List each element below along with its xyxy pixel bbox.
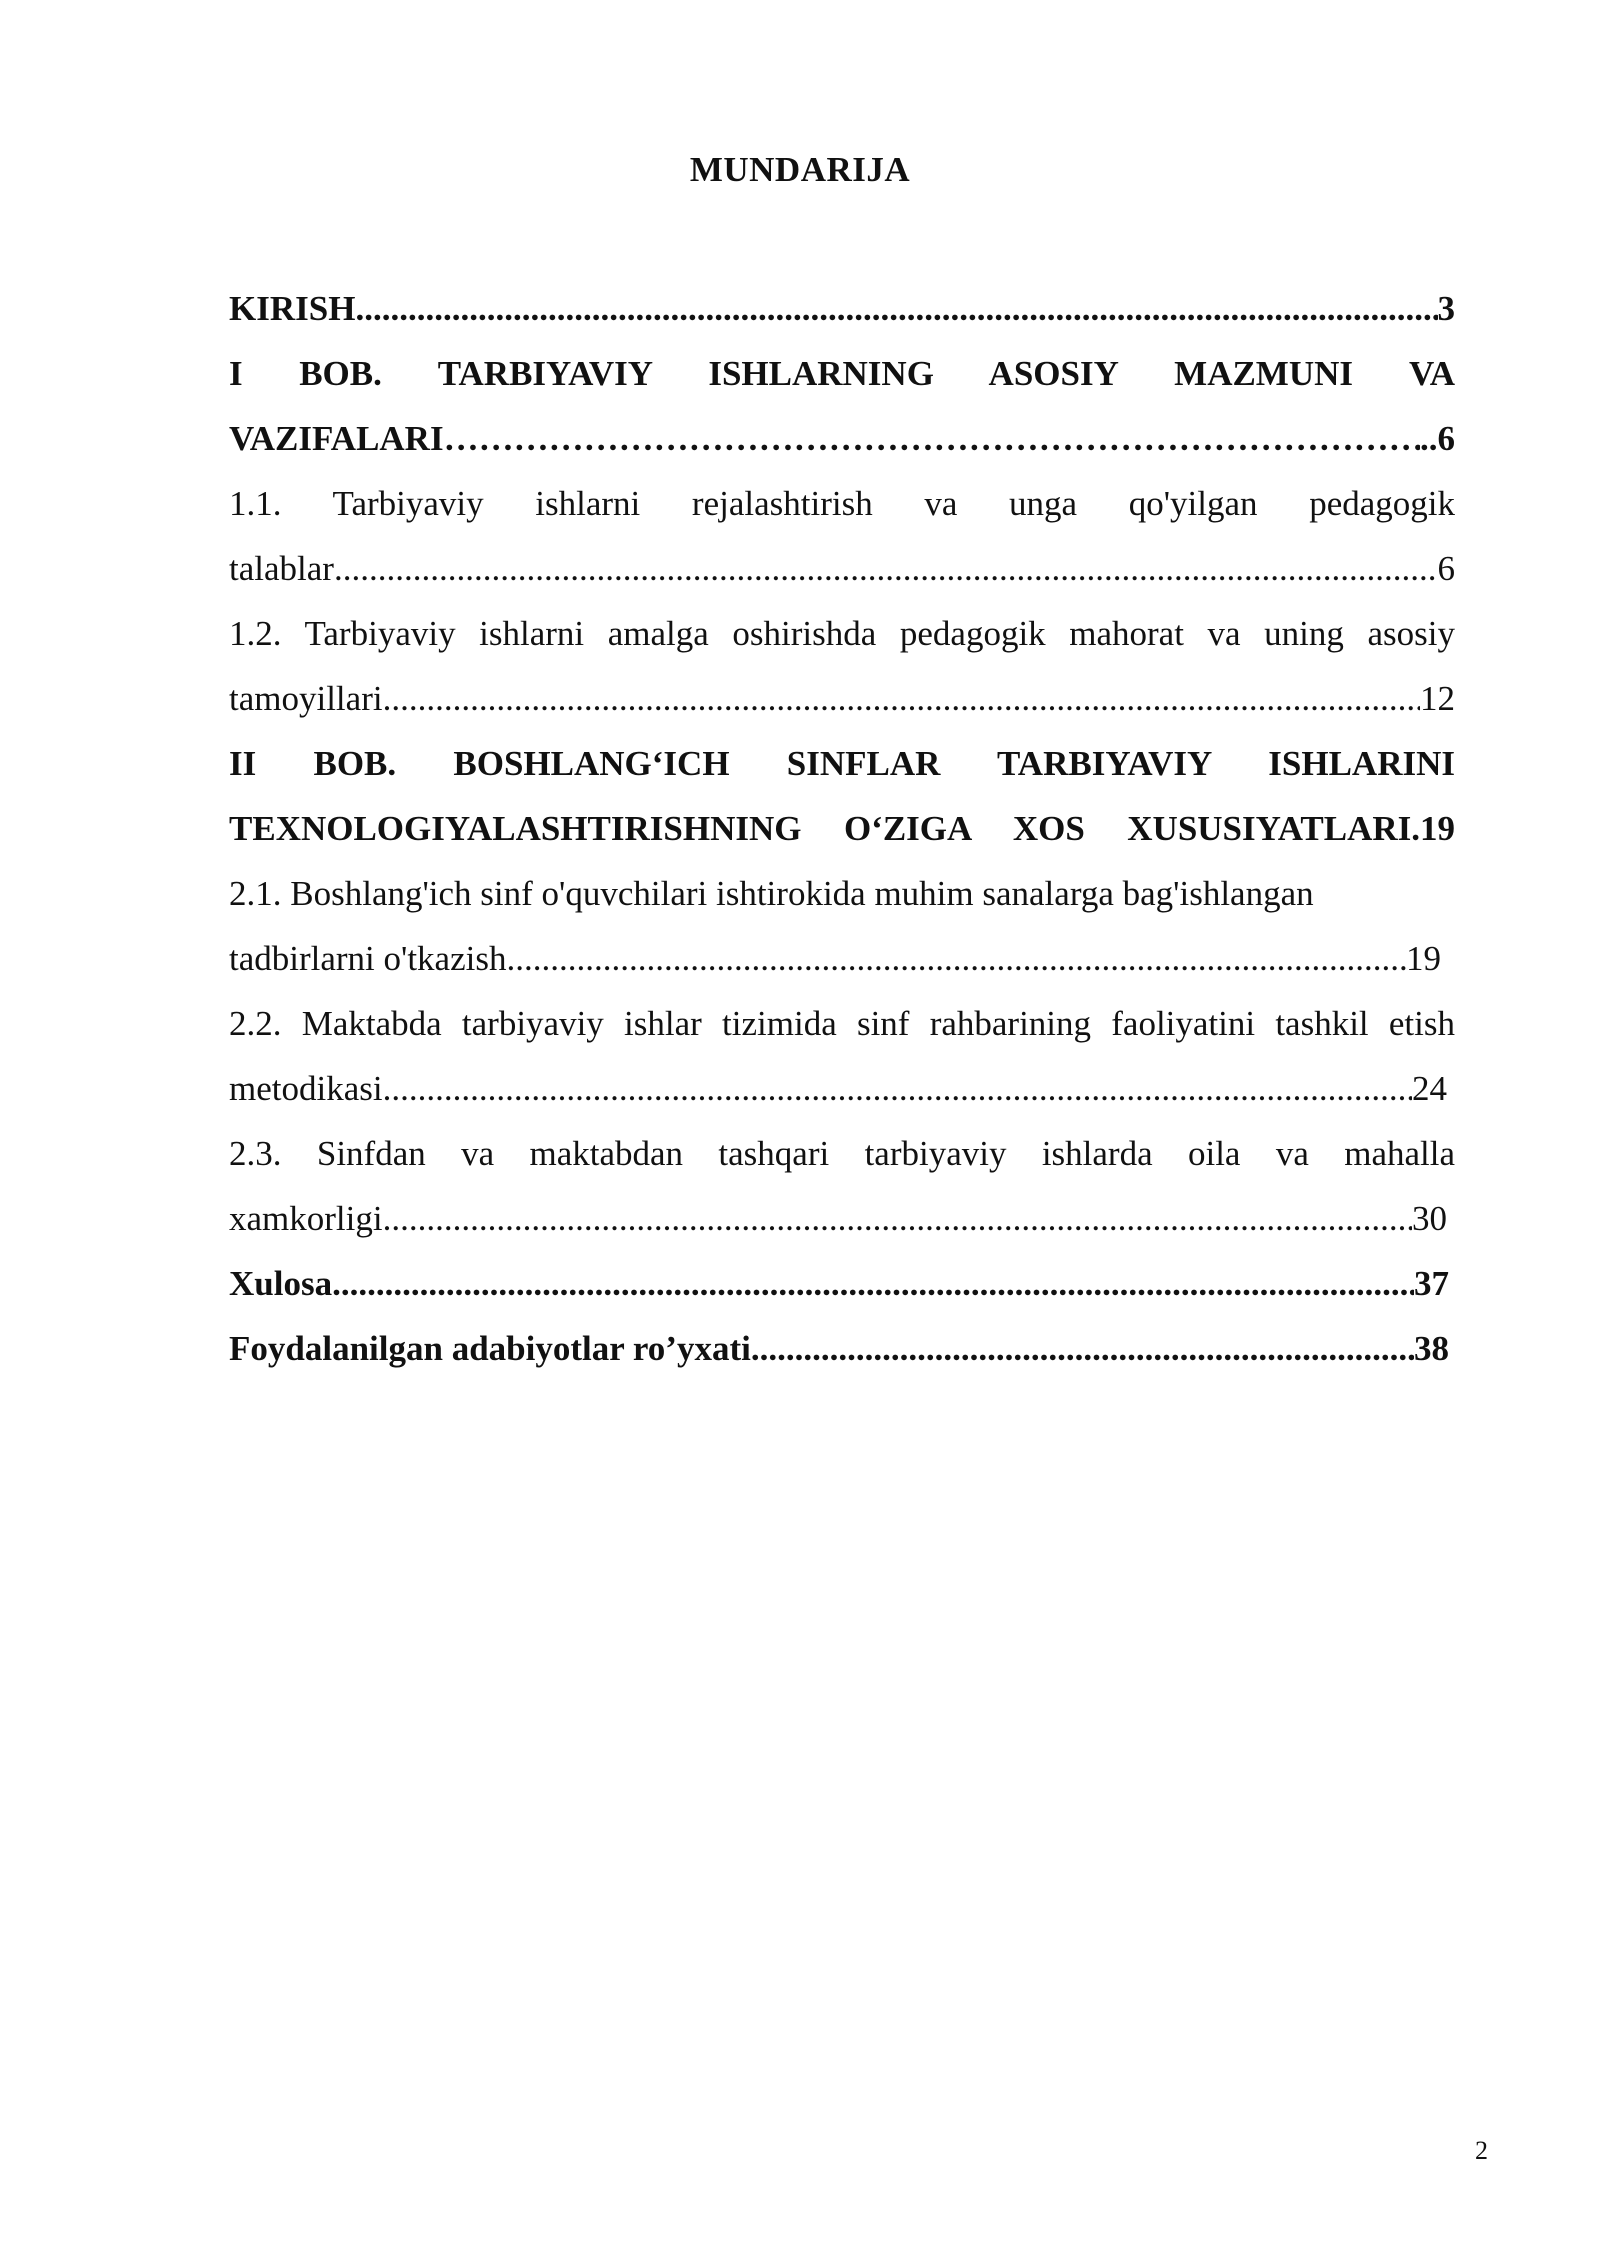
dot-leader <box>383 666 1420 731</box>
toc-entry-label-cont: xamkorligi <box>229 1199 383 1238</box>
toc-entry-line <box>229 926 1441 991</box>
toc-entry-2-1 <box>229 861 1455 991</box>
toc-entry-adabiyotlar <box>229 1316 1449 1381</box>
toc-entry-kirish <box>229 276 1455 341</box>
toc-page-number: 12 <box>1420 679 1455 718</box>
toc-entry-label: 2.2. Maktabda tarbiyaviy ishlar tizimida sinf rahbarining faoliyatini tashkil etish <box>229 1004 1455 1043</box>
toc-entry-label: 2.3. Sinfdan va maktabdan tashqari tarbiyaviy ishlarda oila va mahalla <box>229 1134 1455 1173</box>
toc-entry-line <box>229 666 1455 731</box>
toc-entry-1-1 <box>229 471 1455 601</box>
toc-entry-label-cont: TEXNOLOGIYALASHTIRISHNING O‘ZIGA XOS XUSUSIYATLARI.19 <box>229 809 1455 848</box>
toc-entry-1-2 <box>229 601 1455 731</box>
toc-entry-label: KIRISH <box>229 289 356 328</box>
toc-entry-label-cont: VAZIFALARI <box>229 419 444 458</box>
dot-leader <box>334 536 1438 601</box>
toc-entry-label: Foydalanilgan adabiyotlar ro’yxati <box>229 1329 751 1368</box>
toc-entry-2-3 <box>229 1121 1455 1251</box>
toc-page-value: 6 <box>1437 419 1455 458</box>
toc-page-number: ..6 <box>1420 419 1455 458</box>
toc-page-number: 38 <box>1414 1329 1449 1368</box>
table-of-contents <box>229 276 1455 1381</box>
toc-entry-label-cont: metodikasi <box>229 1069 383 1108</box>
toc-entry-line <box>229 406 1455 471</box>
toc-page-number: 37 <box>1414 1264 1449 1303</box>
page-number: 2 <box>1475 2136 1488 2165</box>
toc-entry-line <box>229 536 1455 601</box>
toc-entry-bob-1 <box>229 341 1455 471</box>
toc-entry-label-cont: tadbirlarni o'tkazish <box>229 939 507 978</box>
toc-entry-label: 1.2. Tarbiyaviy ishlarni amalga oshirishda pedagogik mahorat va uning asosiy <box>229 614 1455 653</box>
dot-leader <box>751 1316 1414 1381</box>
dot-leader <box>506 926 1406 991</box>
toc-entry-label: II BOB. BOSHLANG‘ICH SINFLAR TARBIYAVIY ISHLARINI <box>229 744 1455 783</box>
toc-entry-label: 1.1. Tarbiyaviy ishlarni rejalashtirish va unga qo'yilgan pedagogik <box>229 484 1455 523</box>
toc-entry-2-2 <box>229 991 1455 1121</box>
toc-page-number: 24 <box>1412 1069 1447 1108</box>
toc-entry-label-cont: tamoyillari <box>229 679 383 718</box>
page-title: MUNDARIJA <box>689 150 911 189</box>
toc-entry-bob-2 <box>229 731 1455 861</box>
toc-entry-label: I BOB. TARBIYAVIY ISHLARNING ASOSIY MAZMUNI VA <box>229 354 1455 393</box>
toc-entry-xulosa <box>229 1251 1449 1316</box>
toc-entry-line <box>229 1186 1447 1251</box>
dot-leader <box>355 276 1437 341</box>
dot-leader <box>444 406 1420 471</box>
toc-entry-line <box>229 1056 1447 1121</box>
toc-page-number: 6 <box>1437 549 1455 588</box>
toc-page-number: 19 <box>1406 939 1441 978</box>
toc-page-number: 30 <box>1412 1199 1447 1238</box>
toc-entry-label: 2.1. Boshlang'ich sinf o'quvchilari ishtirokida muhim sanalarga bag'ishlangan <box>229 874 1314 913</box>
toc-entry-label: Xulosa <box>229 1264 333 1303</box>
dot-leader <box>383 1186 1412 1251</box>
dot-leader <box>383 1056 1412 1121</box>
toc-page-number: 3 <box>1437 289 1455 328</box>
dot-leader <box>332 1251 1414 1316</box>
toc-entry-label-cont: talablar <box>229 549 334 588</box>
